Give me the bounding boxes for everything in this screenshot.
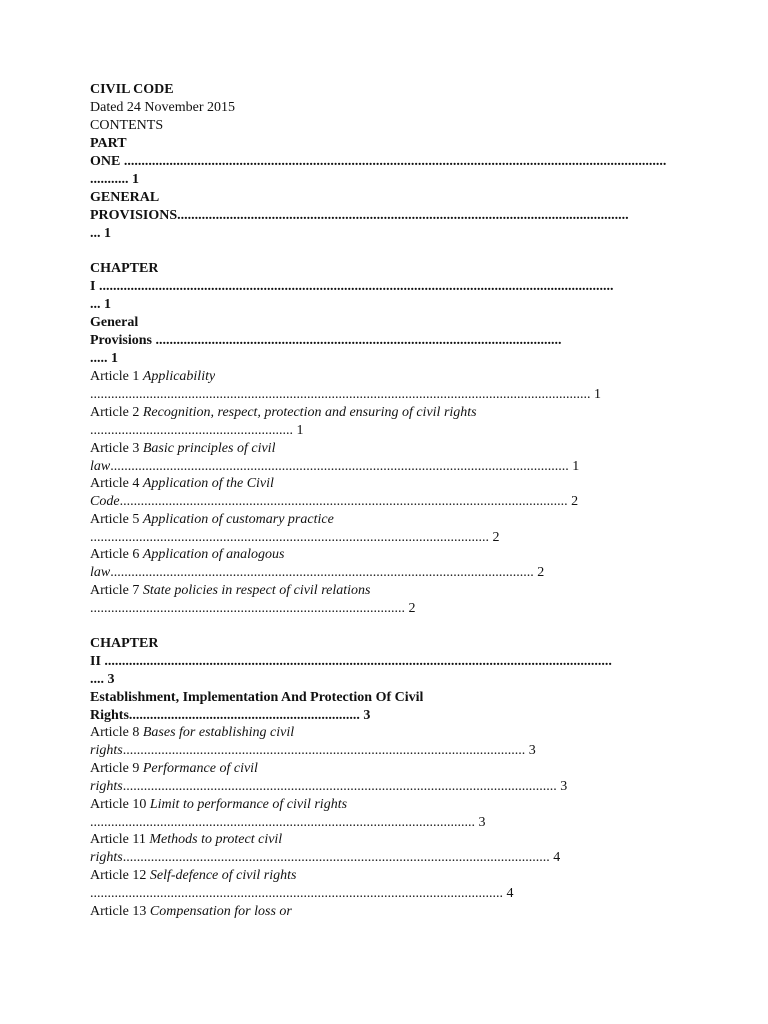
article-3-heading: Article 3 Basic principles of civil [90, 441, 276, 456]
article-2-leader: .......................................................... 1 [90, 423, 304, 438]
article-7-leader: .......................................................................................... 2 [90, 601, 416, 616]
general-provisions-dots: PROVISIONS................................................................................................................................. [90, 208, 629, 223]
article-10-leader: .............................................................................................................. 3 [90, 815, 486, 830]
article-13-heading: Article 13 Compensation for loss or [90, 904, 292, 919]
article-4-heading: Article 4 Application of the Civil [90, 476, 274, 491]
article-8-heading: Article 8 Bases for establishing civil [90, 725, 295, 740]
chapter-two-subtitle-leader: Rights.................................................................. 3 [90, 708, 371, 723]
article-12-leader: ...................................................................................................................... 4 [90, 886, 514, 901]
article-2-heading: Article 2 Recognition, respect, protection and ensuring of civil rights [90, 405, 477, 420]
part-one-dots: ONE ........................................................................................................................................................... [90, 154, 667, 169]
article-7-heading: Article 7 State policies in respect of civil relations [90, 583, 371, 598]
article-5-leader: .................................................................................................................. 2 [90, 530, 500, 545]
general-provisions-page: ... 1 [90, 226, 111, 241]
article-10-heading: Article 10 Limit to performance of civil rights [90, 797, 348, 812]
article-9-heading: Article 9 Performance of civil [90, 761, 258, 776]
article-9-leader: rights............................................................................................................................ 3 [90, 779, 568, 794]
chapter-one-label: CHAPTER [90, 261, 159, 276]
general-provisions-label: GENERAL [90, 190, 160, 205]
article-1-leader: ............................................................................................................................................... 1 [90, 387, 601, 402]
chapter-one-subtitle-dots: Provisions .................................................................................................................... [90, 333, 562, 348]
article-12-heading: Article 12 Self-defence of civil rights [90, 868, 297, 883]
chapter-one-subtitle-page: ..... 1 [90, 351, 118, 366]
contents-heading: CONTENTS [90, 118, 164, 133]
article-6-leader: law......................................................................................................................... 2 [90, 565, 545, 580]
article-11-heading: Article 11 Methods to protect civil [90, 832, 283, 847]
article-6-heading: Article 6 Application of analogous [90, 547, 285, 562]
document-title: CIVIL CODE [90, 82, 174, 97]
chapter-two-label: CHAPTER [90, 636, 159, 651]
article-11-leader: rights.......................................................................................................................... 4 [90, 850, 561, 865]
chapter-one-page: ... 1 [90, 297, 111, 312]
article-5-heading: Article 5 Application of customary practice [90, 512, 334, 527]
part-one-page: ........... 1 [90, 172, 139, 187]
article-3-leader: law................................................................................................................................... 1 [90, 459, 580, 474]
article-1-heading: Article 1 Applicability [90, 369, 216, 384]
article-4-leader: Code................................................................................................................................ 2 [90, 494, 579, 509]
chapter-two-page: .... 3 [90, 672, 115, 687]
chapter-one-dots: I ................................................................................................................................................... [90, 279, 614, 294]
document-date: Dated 24 November 2015 [90, 100, 236, 115]
chapter-two-subtitle: Establishment, Implementation And Protection Of Civil [90, 690, 424, 705]
chapter-two-dots: II ................................................................................................................................................. [90, 654, 612, 669]
article-8-leader: rights................................................................................................................... 3 [90, 743, 536, 758]
chapter-one-subtitle: General [90, 315, 139, 330]
part-one-label: PART [90, 136, 127, 151]
